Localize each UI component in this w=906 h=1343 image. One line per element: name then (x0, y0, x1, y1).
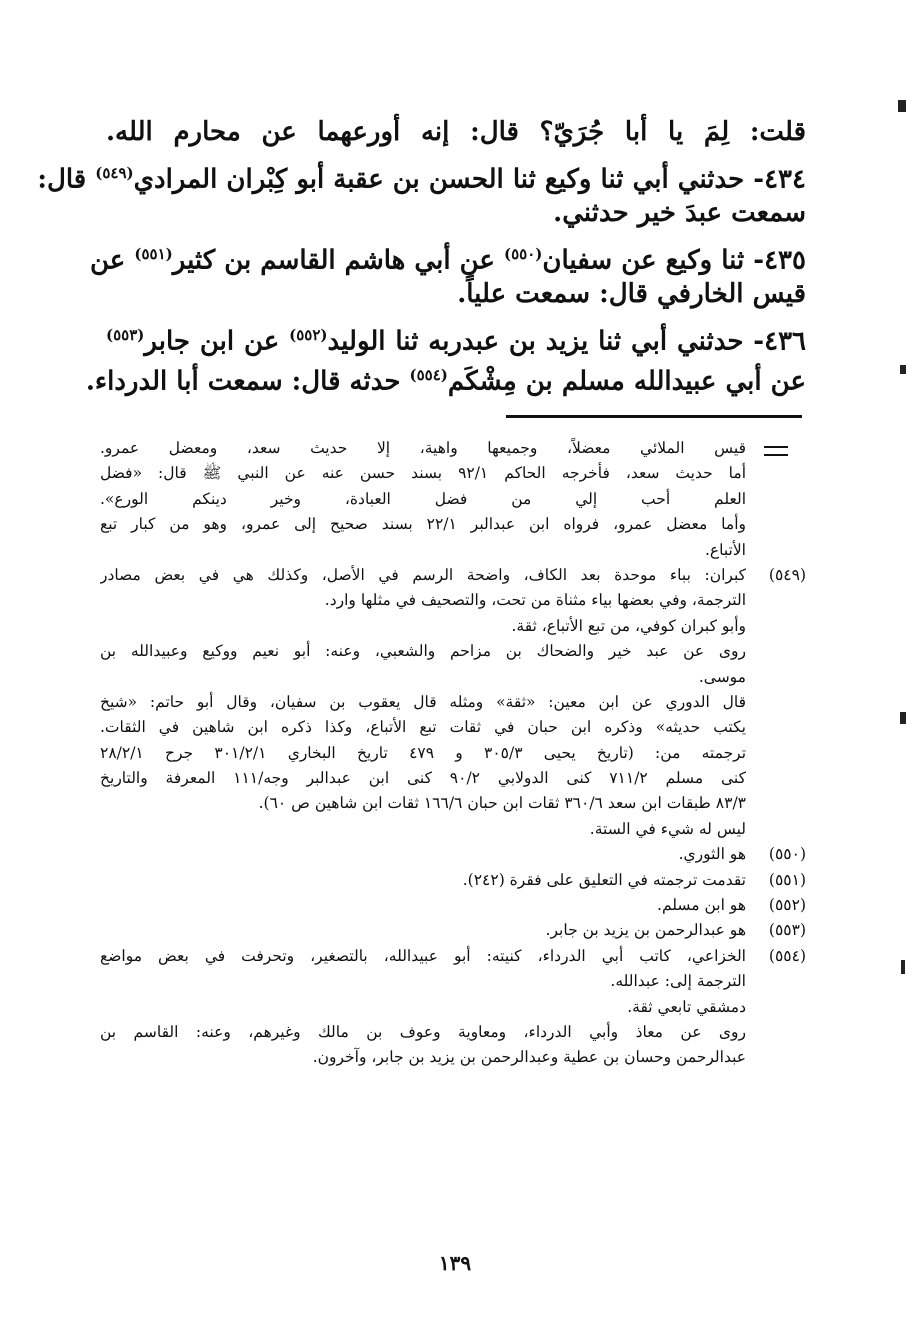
footnote-551 (100, 868, 806, 893)
footnote-553 (100, 918, 806, 943)
footnote-line: ليس له شيء في الستة. (589, 819, 746, 838)
footnote-reference: (٥٤٩) (95, 163, 134, 182)
footnote-line: هو عبدالرحمن بن يزيد بن جابر. (545, 921, 746, 940)
footnote-line: الخزاعي، كاتب أبي الدرداء، كنيته: أبو عبيدالله، بالتصغير، وتحرفت في بعض مواضع (100, 946, 746, 965)
main-text (37, 112, 807, 397)
footnotes (100, 436, 806, 1071)
footnote-reference: (٥٥٤) (409, 366, 448, 384)
footnote-line: الترجمة، وفي بعضها بياء مثناة من تحت، والتصحيف في مثلها وارد. (324, 591, 746, 610)
main-text-line: قلت: لِمَ يا أبا جُرَيّ؟ قال: إنه أورعهما عن محارم الله. (106, 117, 806, 147)
footnote-number: (٥٥٠) (768, 845, 806, 864)
footnote-line: عبدالرحمن وحسان بن عطية وعبدالرحمن بن يزيد بن جابر، وآخرون. (312, 1048, 746, 1067)
footnote-line: ترجمته من: (تاريخ يحيى ٣٠٥/٣ و ٤٧٩ تاريخ البخاري ٣٠١/٢/١ جرح ٢٨/٢/١ (100, 743, 746, 762)
scan-edge-mark (901, 960, 905, 974)
footnote-line: ٨٣/٣ طبقات ابن سعد ٣٦٠/٦ ثقات ابن حبان ١٦٦/٦ ثقات ابن شاهين ص ٦٠). (258, 794, 746, 813)
footnote-line: قال الدوري عن ابن معين: «ثقة» ومثله قال يعقوب بن سفيان، وقال أبو حاتم: «شيخ (100, 692, 746, 711)
footnote-line: هو ابن مسلم. (657, 896, 746, 915)
footnote-line: كنى مسلم ٧١١/٢ كنى الدولابي ٩٠/٢ كنى ابن عبدالبر وجه/١١١ المعرفة والتاريخ (100, 769, 746, 788)
scan-edge-mark (900, 712, 906, 724)
footnote-line: هو الثوري. (678, 845, 746, 864)
footnote-line: موسى. (698, 667, 746, 686)
footnote-549 (100, 563, 806, 842)
footnote-line: أما حديث سعد، فأخرجه الحاكم ٩٢/١ بسند حسن عنه عن النبي ﷺ قال: «فضل (100, 464, 746, 483)
footnote-continued (100, 436, 806, 563)
main-text-line: قيس الخارفي قال: سمعت علياً. (457, 279, 806, 309)
footnote-number: (٥٤٩) (768, 565, 806, 584)
footnote-line: يكتب حديثه» وذكره ابن حبان في ثقات تبع الأتباع، وكذا ذكره ابن شاهين في الثقات. (100, 718, 746, 737)
footnote-reference: (٥٥٠) (503, 244, 543, 263)
footnote-number: (٥٥٤) (768, 946, 806, 965)
main-text-line: ٤٣٤- حدثني أبي ثنا وكيع ثنا الحسن بن عقبة أبو كِبْران المرادي$^{(٥٤٩)}$ قال: (37, 163, 806, 195)
main-text-line: ٤٣٦- حدثني أبي ثنا يزيد بن عبدربه ثنا الوليد$^{(٥٥٢)}$ عن ابن جابر$^{(٥٥٣)}$ (106, 325, 807, 357)
footnote-550 (100, 842, 806, 867)
footnote-number: (٥٥٣) (768, 921, 806, 940)
scan-edge-mark (900, 365, 906, 374)
footnote-line: العلم أحب إلي من فضل العبادة، وخير دينكم الورع». (100, 489, 746, 508)
footnote-divider (506, 415, 802, 418)
footnote-line: قيس الملائي معضلاً، وجميعها واهية، إلا حديث سعد، ومعضل عمرو. (100, 439, 746, 457)
main-text-line: عن أبي عبيدالله مسلم بن مِشْكَم$^{(٥٥٤)}$ حدثه قال: سمعت أبا الدرداء. (85, 366, 806, 397)
footnote-554 (100, 944, 806, 1071)
footnote-number: (٥٥٢) (768, 896, 806, 915)
footnote-line: وأبو كبران كوفي، من تبع الأتباع، ثقة. (511, 616, 746, 635)
scan-edge-mark (898, 100, 906, 112)
footnote-line: وأما معضل عمرو، فرواه ابن عبدالبر ٢٢/١ بسند صحيح إلى عمرو، وهو من كبار تبع (100, 515, 746, 534)
footnote-line: الترجمة إلى: عبدالله. (610, 972, 746, 991)
footnote-line: دمشقي تابعي ثقة. (627, 997, 746, 1016)
main-text-line: ٤٣٥- ثنا وكيع عن سفيان$^{(٥٥٠)}$ عن أبي هاشم القاسم بن كثير$^{(٥٥١)}$ عن (89, 244, 806, 276)
main-text-line: سمعت عبدَ خير حدثني. (553, 198, 806, 228)
footnote-552 (100, 893, 806, 918)
footnote-line: تقدمت ترجمته في التعليق على فقرة (٢٤٢). (462, 870, 746, 889)
footnote-number: (٥٥١) (768, 870, 806, 889)
page-number: ١٣٩ (438, 1251, 472, 1275)
footnote-reference: (٥٥٣) (106, 325, 145, 344)
footnote-line: روى عن عبد خير والضحاك بن مزاحم والشعبي، وعنه: أبو نعيم ووكيع وعبيدالله بن (100, 642, 746, 661)
footnote-reference: (٥٥٢) (289, 325, 328, 344)
footnote-reference: (٥٥١) (134, 244, 173, 263)
footnote-line: الأتباع. (704, 540, 746, 559)
footnote-line: كبران: بباء موحدة بعد الكاف، واضحة الرسم في الأصل، وكذلك هي في بعض مصادر (100, 565, 746, 584)
footnote-line: روى عن معاذ وأبي الدرداء، ومعاوية وعوف بن مالك وغيرهم، وعنه: القاسم بن (100, 1022, 746, 1041)
